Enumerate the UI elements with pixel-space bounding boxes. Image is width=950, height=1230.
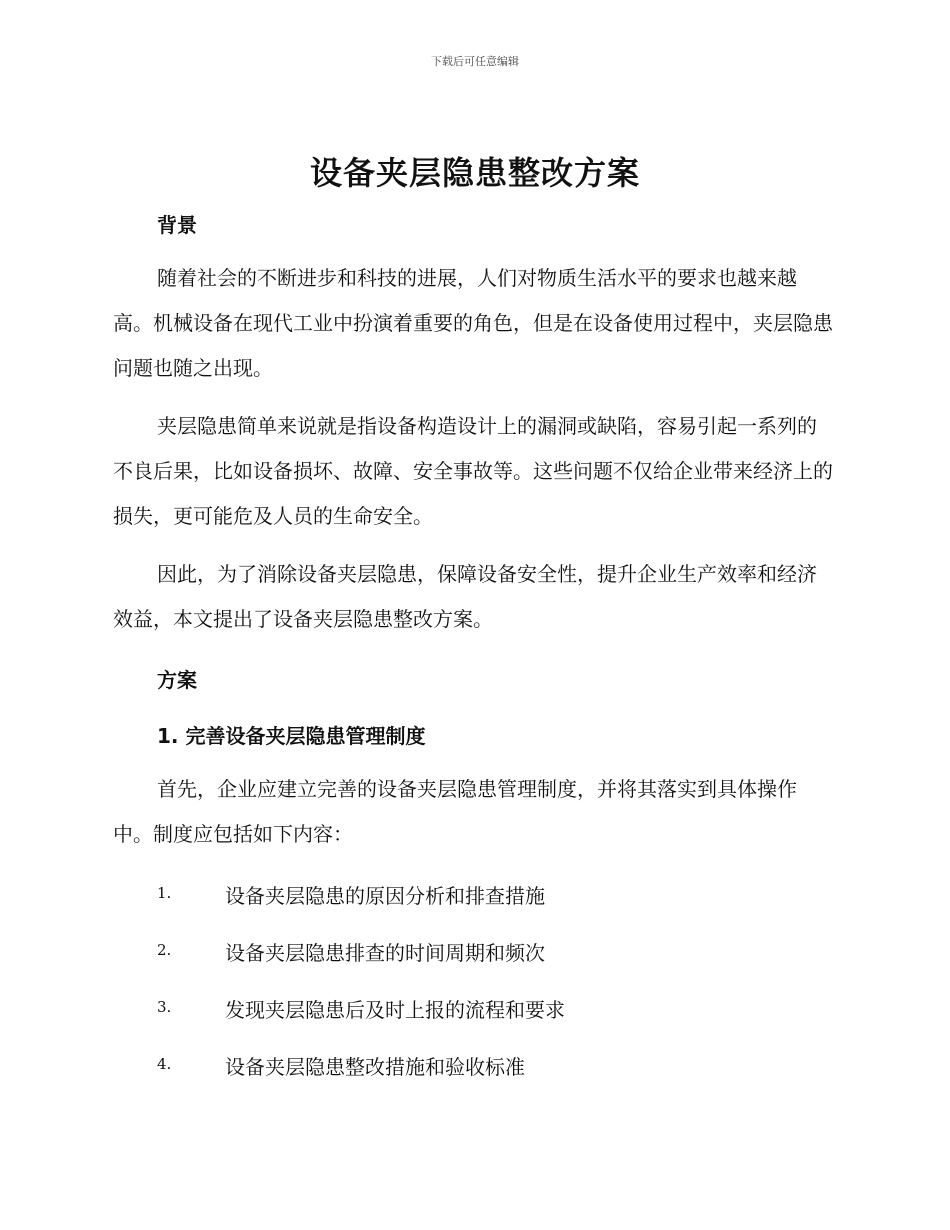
plan-heading: 方案	[157, 668, 197, 692]
list-item-text: 设备夹层隐患的原因分析和排查措施	[225, 884, 545, 908]
page-header: 下载后可任意编辑	[431, 55, 519, 68]
list-item-text: 发现夹层隐患后及时上报的流程和要求	[225, 998, 565, 1022]
background-paragraph-1: 随着社会的不断进步和科技的进展，人们对物质生活水平的要求也越来越高。机械设备在现代工业中扮演着重要的角色，但是在设备使用过程中，夹层隐患问题也随之出现。	[113, 266, 833, 380]
list-item-number: 1.	[157, 884, 172, 902]
list-item-text: 设备夹层隐患整改措施和验收标准	[225, 1055, 525, 1079]
list-item-number: 2.	[157, 941, 172, 959]
list-item-number: 4.	[157, 1055, 172, 1073]
background-heading: 背景	[157, 213, 197, 237]
background-paragraph-3: 因此，为了消除设备夹层隐患，保障设备安全性，提升企业生产效率和经济效益，本文提出了设备夹层隐患整改方案。	[113, 562, 817, 631]
list-item-text: 设备夹层隐患排查的时间周期和频次	[225, 941, 545, 965]
section-1-paragraph: 首先，企业应建立完善的设备夹层隐患管理制度，并将其落实到具体操作中。制度应包括如下内容：	[113, 777, 797, 846]
list-item-number: 3.	[157, 998, 172, 1016]
background-paragraph-2: 夹层隐患简单来说就是指设备构造设计上的漏洞或缺陷，容易引起一系列的不良后果，比如设备损坏、故障、安全事故等。这些问题不仅给企业带来经济上的损失，更可能危及人员的生命安全。	[113, 414, 833, 528]
section-1-heading: 1. 完善设备夹层隐患管理制度	[157, 724, 426, 748]
document-title: 设备夹层隐患整改方案	[309, 154, 640, 192]
